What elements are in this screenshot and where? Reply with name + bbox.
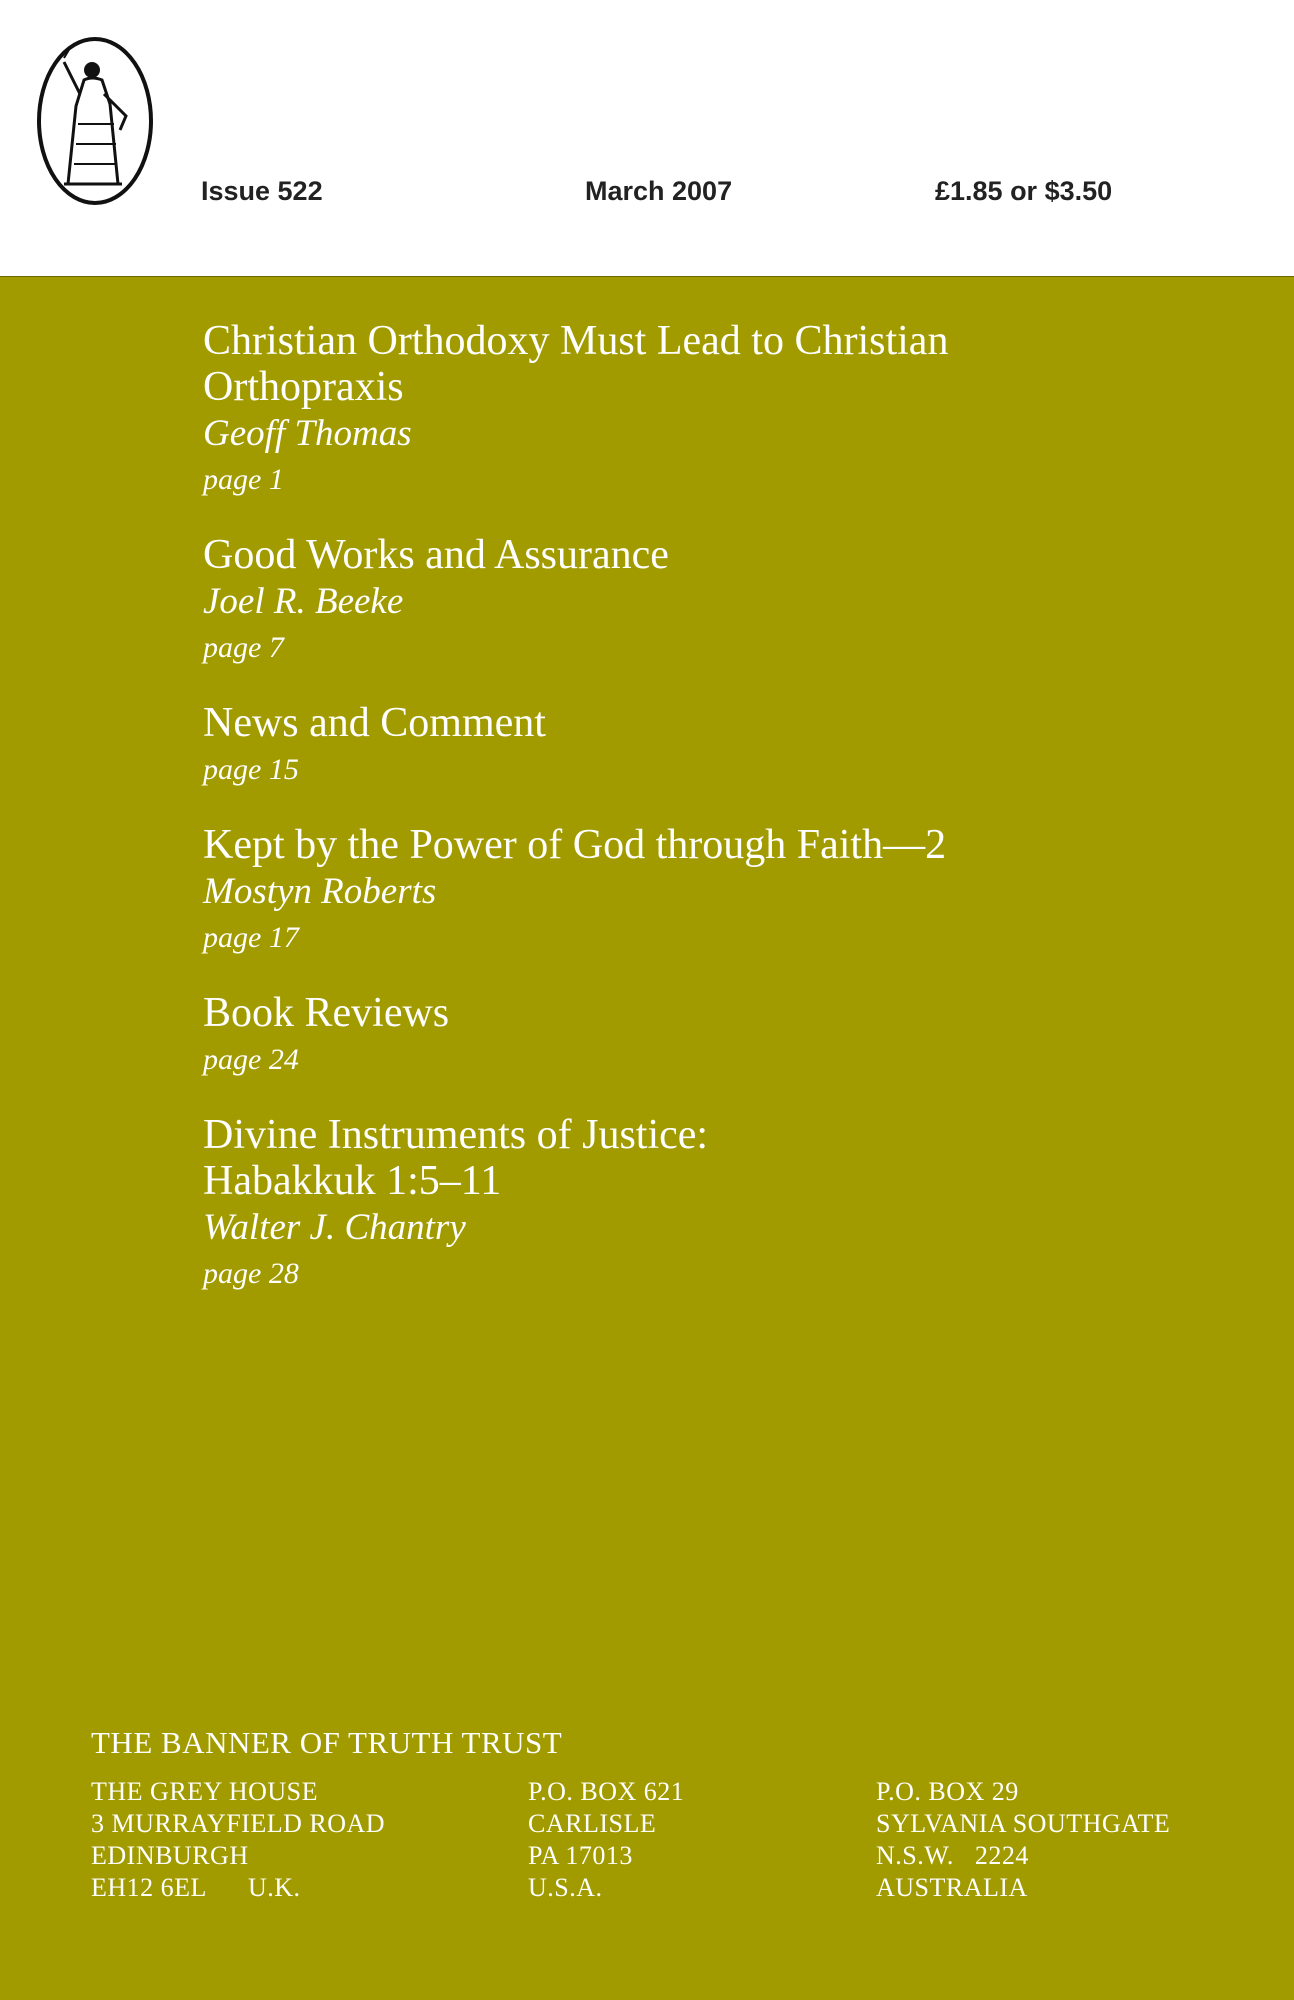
address-line: U.S.A. xyxy=(528,1873,603,1902)
address-line: P.O. BOX 621 xyxy=(528,1777,685,1806)
puritan-figure-logo-icon xyxy=(34,34,156,209)
article-author: Mostyn Roberts xyxy=(203,871,437,912)
address-line: EDINBURGH xyxy=(91,1841,249,1870)
table-of-contents xyxy=(203,318,1203,1326)
publisher-name: THE BANNER OF TRUTH TRUST xyxy=(91,1725,563,1760)
cover-header xyxy=(0,0,1294,277)
issue-price: £1.85 or $3.50 xyxy=(935,176,1113,206)
article-title: News and Comment xyxy=(203,700,546,746)
address-line: 3 MURRAYFIELD ROAD xyxy=(91,1809,386,1838)
address-line: P.O. BOX 29 xyxy=(876,1777,1019,1806)
contents-entry[interactable] xyxy=(203,822,1203,958)
contents-entry[interactable] xyxy=(203,700,1203,790)
address-line: CARLISLE xyxy=(528,1809,657,1838)
article-page: page 24 xyxy=(203,1043,299,1076)
article-title: Book Reviews xyxy=(203,990,450,1036)
issue-date: March 2007 xyxy=(585,176,733,206)
contents-entry[interactable] xyxy=(203,990,1203,1080)
article-page: page 1 xyxy=(203,463,284,496)
article-page: page 7 xyxy=(203,631,284,664)
article-title: Christian Orthodoxy Must Lead to Christian Orthopraxis xyxy=(203,318,949,410)
address-australia xyxy=(876,1776,1170,1904)
address-line: EH12 6EL U.K. xyxy=(91,1873,301,1902)
contents-entry[interactable] xyxy=(203,1112,1203,1294)
issue-number: Issue 522 xyxy=(201,176,323,206)
article-title: Divine Instruments of Justice: Habakkuk 1:5–11 xyxy=(203,1112,709,1204)
contents-entry[interactable] xyxy=(203,318,1203,500)
address-line: PA 17013 xyxy=(528,1841,633,1870)
article-title: Kept by the Power of God through Faith—2 xyxy=(203,822,947,868)
article-page: page 15 xyxy=(203,753,299,786)
address-line: SYLVANIA SOUTHGATE xyxy=(876,1809,1171,1838)
article-page: page 17 xyxy=(203,921,299,954)
contents-entry[interactable] xyxy=(203,532,1203,668)
address-line: THE GREY HOUSE xyxy=(91,1777,319,1806)
article-author: Joel R. Beeke xyxy=(203,581,404,622)
address-usa xyxy=(528,1776,684,1904)
article-page: page 28 xyxy=(203,1257,299,1290)
article-author: Walter J. Chantry xyxy=(203,1207,466,1248)
address-line: N.S.W. 2224 xyxy=(876,1841,1029,1870)
article-title: Good Works and Assurance xyxy=(203,532,669,578)
address-uk xyxy=(91,1776,385,1904)
article-author: Geoff Thomas xyxy=(203,413,412,454)
address-line: AUSTRALIA xyxy=(876,1873,1028,1902)
